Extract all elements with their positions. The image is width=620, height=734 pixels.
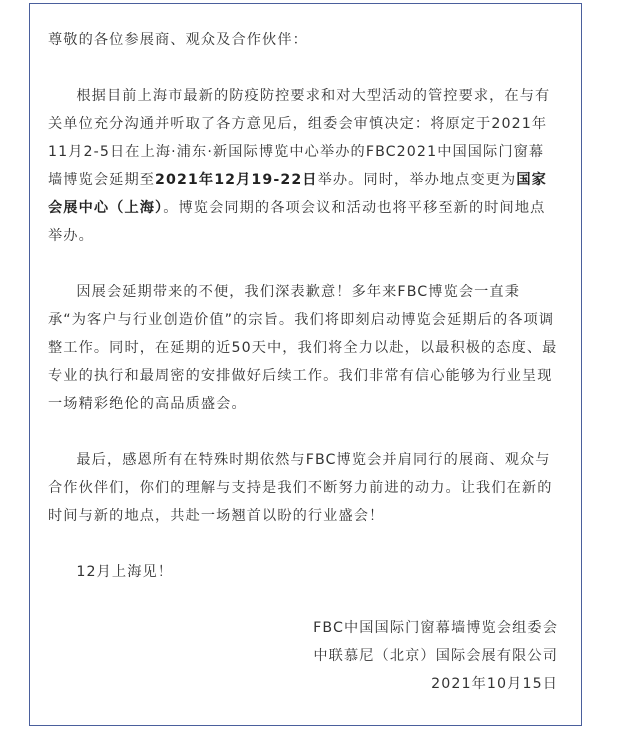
signature-block <box>48 614 558 698</box>
paragraph-postponement-text-a: 根据目前上海市最新的防疫防控要求和对大型活动的管控要求，在与有关单位充分沟通并听取了各方意见后，组委会审慎决定：将原定于2021年11月2-5日在上海·浦东·新国际博览中心举办的FBC2021中国国际门窗幕墙博览会延期至 <box>48 88 551 188</box>
new-venue: 国家会展中心（上海） <box>48 172 547 216</box>
new-date: 2021年12月19-22日 <box>155 172 318 188</box>
paragraph-postponement <box>48 82 558 250</box>
signature-organizer: FBC中国国际门窗幕墙博览会组委会 <box>313 620 558 636</box>
greeting: 尊敬的各位参展商、观众及合作伙伴： <box>48 32 308 48</box>
paragraph-apology: 因展会延期带来的不便，我们深表歉意！多年来FBC博览会一直秉承“为客户与行业创造价值”的宗旨。我们将即刻启动博览会延期后的各项调整工作。同时，在延期的近50天中，我们将全力以赴，以最积极的态度、最专业的执行和最周密的安排做好后续工作。我们非常有信心能够为行业呈现一场精彩绝伦的高品质盛会。 <box>48 284 558 412</box>
signature-company: 中联慕尼（北京）国际会展有限公司 <box>313 648 558 664</box>
paragraph-postponement-text-c: 。博览会同期的各项会议和活动也将平移至新的时间地点举办。 <box>48 200 546 244</box>
paragraph-postponement-text-b: 举办。同时，举办地点变更为 <box>317 172 517 188</box>
letter-body <box>48 26 558 698</box>
signature-date: 2021年10月15日 <box>431 676 558 692</box>
paragraph-thanks: 最后，感恩所有在特殊时期依然与FBC博览会并肩同行的展商、观众与合作伙伴们，你们的理解与支持是我们不断努力前进的动力。让我们在新的时间与新的地点，共赴一场翘首以盼的行业盛会！ <box>48 452 553 524</box>
paragraph-see-you: 12月上海见！ <box>76 564 174 580</box>
